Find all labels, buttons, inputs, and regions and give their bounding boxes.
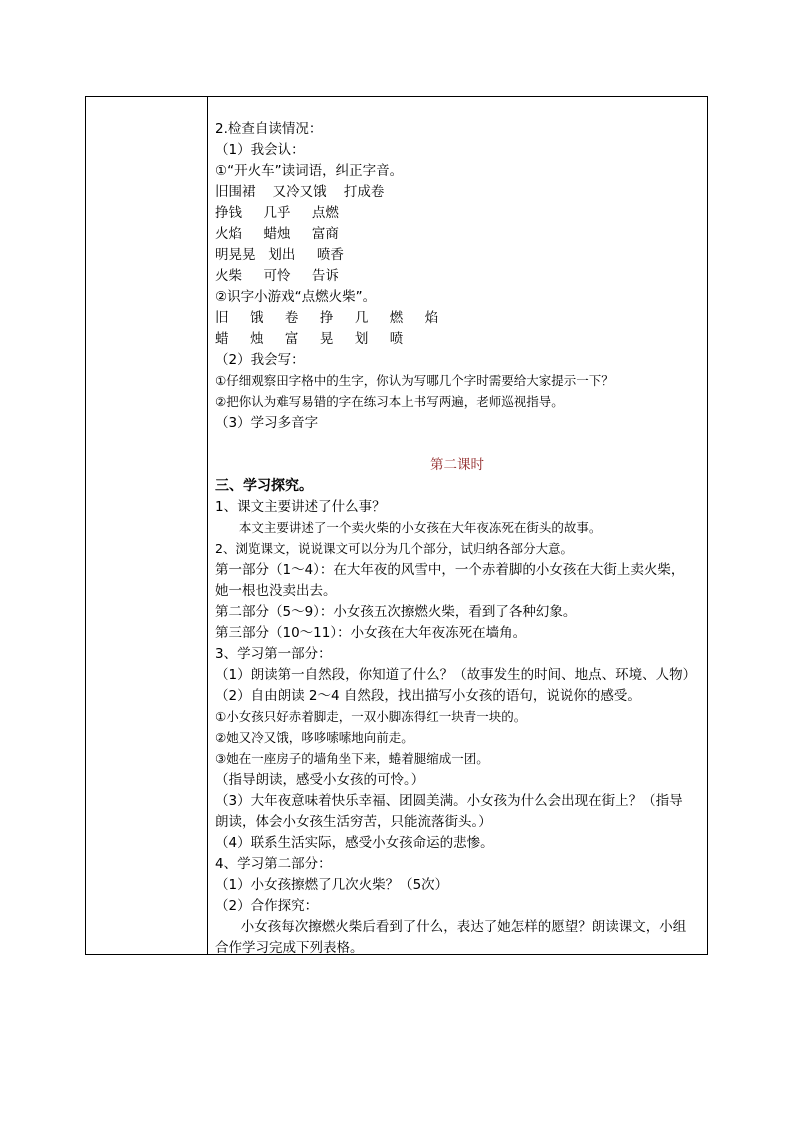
section-heading: 第二课时	[430, 457, 484, 473]
text-line: 蜡 烛 富 晃 划 喷	[215, 331, 404, 347]
text-line: （3）大年夜意味着快乐幸福、团圆美满。小女孩为什么会出现在街上？（指导	[215, 793, 683, 809]
text-line: 挣钱 几乎 点燃	[215, 205, 339, 221]
text-line: 她一根也没卖出去。	[215, 583, 337, 599]
text-line: （指导朗读，感受小女孩的可怜。）	[215, 772, 425, 788]
text-line: （3）学习多音字	[215, 415, 319, 431]
text-line: 火焰 蜡烛 富商	[215, 226, 339, 242]
text-line: ②她又冷又饿，哆哆嗦嗦地向前走。	[215, 730, 414, 745]
text-line: ①“开火车”读词语，纠正字音。	[215, 163, 404, 179]
text-line: 2.检查自读情况：	[215, 121, 323, 137]
text-line: （4）联系生活实际，感受小女孩命运的悲惨。	[215, 835, 494, 851]
text-line: （2）合作探究：	[215, 898, 319, 914]
text-line: 本文主要讲述了一个卖火柴的小女孩在大年夜冻死在街头的故事。	[215, 520, 602, 535]
text-line: ①小女孩只好赤着脚走，一双小脚冻得红一块青一块的。	[215, 709, 527, 724]
text-line: ①仔细观察田字格中的生字，你认为写哪几个字时需要给大家提示一下？	[215, 373, 614, 388]
text-line: 合作学习完成下列表格。	[215, 940, 364, 956]
section-title: 三、学习探究。	[215, 478, 313, 494]
text-line: 1、课文主要讲述了什么事？	[215, 499, 386, 515]
text-line: （2）我会写：	[215, 352, 305, 368]
text-line: （2）自由朗读 2～4 自然段，找出描写小女孩的语句，说说你的感受。	[215, 688, 641, 704]
text-line: 明晃晃 划出 喷香	[215, 247, 344, 263]
text-line: 第三部分（10～11）：小女孩在大年夜冻死在墙角。	[215, 625, 527, 641]
text-line: 2、浏览课文，说说课文可以分为几个部分，试归纳各部分大意。	[215, 541, 573, 556]
text-line: （1）我会认：	[215, 142, 305, 158]
text-line: （1）朗读第一自然段，你知道了什么？（故事发生的时间、地点、环境、人物）	[215, 667, 697, 683]
text-line: 火柴 可怜 告诉	[215, 268, 339, 284]
text-line: ②把你认为难写易错的字在练习本上书写两遍，老师巡视指导。	[215, 394, 564, 409]
text-line: 第一部分（1～4）：在大年夜的风雪中，一个赤着脚的小女孩在大街上卖火柴，	[215, 562, 685, 578]
text-line: （1）小女孩擦燃了几次火柴？（5次）	[215, 877, 449, 893]
column-divider	[207, 97, 208, 954]
text-line: 4、学习第二部分：	[215, 856, 332, 872]
text-line: 旧 饿 卷 挣 几 燃 焰	[215, 310, 439, 326]
text-line: ③她在一座房子的墙角坐下来，蜷着腿缩成一团。	[215, 751, 489, 766]
text-line: 3、学习第一部分：	[215, 646, 332, 662]
text-line: 朗读，体会小女孩生活穷苦，只能流落街头。）	[215, 814, 492, 830]
text-line: 旧围裙 又冷又饿 打成卷	[215, 184, 385, 200]
text-line: 第二部分（5～9）：小女孩五次擦燃火柴，看到了各种幻象。	[215, 604, 577, 620]
text-line: ②识字小游戏“点燃火柴”。	[215, 289, 377, 305]
text-line: 小女孩每次擦燃火柴后看到了什么，表达了她怎样的愿望？朗读课文，小组	[215, 919, 687, 935]
